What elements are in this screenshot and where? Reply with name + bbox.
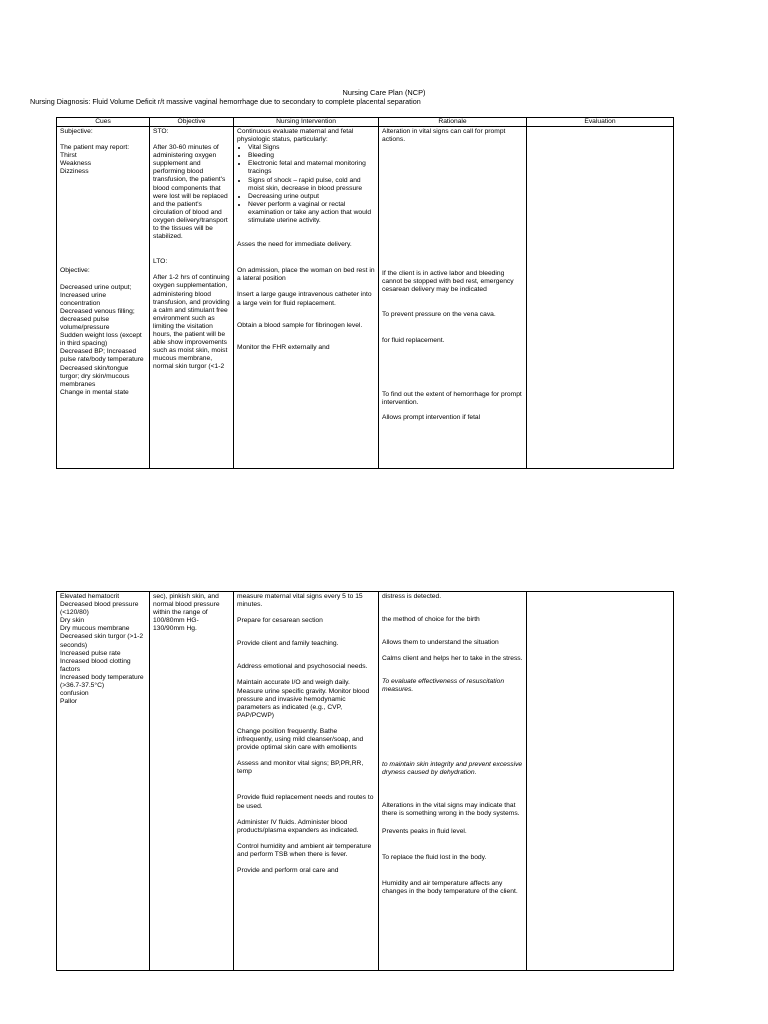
- rationale-item: To replace the fluid lost in the body.: [382, 854, 487, 862]
- cues-cell: [57, 592, 150, 971]
- subjective-label: Subjective:: [60, 128, 93, 135]
- intervention-item: Asses the need for immediate delivery.: [237, 241, 352, 249]
- cue-line: Dry skin: [60, 617, 85, 625]
- cue-line: confusion: [60, 690, 89, 698]
- col-header-cues: Cues: [57, 118, 150, 127]
- cue-line: Decreased urine output; Increased urine concentration: [60, 283, 132, 307]
- table-row: [57, 127, 674, 469]
- cues-cell: [57, 127, 150, 469]
- rationale-cell: [379, 127, 527, 469]
- rationale-item: Humidity and air temperature affects any changes in the body temperature of the client.: [382, 880, 518, 896]
- intervention-item: Control humidity and ambient air temperature and perform TSB when there is fever.: [237, 842, 372, 858]
- intervention-item: Maintain accurate I/O and weigh daily. Measure urine specific gravity. Monitor blood pressure and invasive hemodynamic parameters as indicated (e.g., CVP, PAP/PCWP): [237, 679, 370, 719]
- intervention-item: Provide fluid replacement needs and routes to be used.: [237, 794, 374, 810]
- ncp-table-1: [56, 117, 674, 469]
- intervention-item: Address emotional and psychosocial needs.: [237, 663, 368, 671]
- list-item: • Bleeding: [248, 152, 375, 160]
- cue-line: Elevated hematocrit: [60, 593, 120, 600]
- rationale-item: If the client is in active labor and bleeding cannot be stopped with bed rest, emergency cesarean delivery may be indicated: [382, 270, 514, 294]
- cue-line: Increased pulse rate: [60, 649, 121, 657]
- intervention-item: Provide and perform oral care and: [237, 866, 339, 874]
- col-header-objective: Objective: [150, 118, 234, 127]
- list-item: • Vital Signs: [248, 144, 375, 152]
- table-row: [57, 592, 674, 971]
- rationale-cell: [379, 592, 527, 971]
- intervention-item: Obtain a blood sample for fibrinogen level.: [237, 321, 363, 329]
- header-row: [57, 118, 674, 127]
- evaluation-cell: [527, 592, 674, 971]
- cue-line: Increased blood clotting factors: [60, 657, 131, 673]
- intervention-cell: [234, 127, 379, 469]
- intervention-item: On admission, place the woman on bed rest in a lateral position: [237, 267, 375, 283]
- intervention-bullets: [237, 144, 375, 225]
- lto-label: LTO:: [153, 258, 168, 266]
- lto-text-continued: sec), pinkish skin, and normal blood pressure within the range of 100/80mm HG- 130/90mm Hg.: [153, 593, 220, 633]
- cue-line: Decreased blood pressure (<120/80): [60, 601, 139, 617]
- rationale-item: to maintain skin integrity and prevent excessive dryness caused by dehydration.: [382, 760, 523, 776]
- nursing-diagnosis: Nursing Diagnosis: Fluid Volume Deficit r/t massive vaginal hemorrhage due to secondary to complete placental separation: [30, 97, 421, 106]
- list-item: • Never perform a vaginal or rectal examination or take any action that would stimulate uterine activity.: [248, 201, 375, 225]
- list-item: • Decreasing urine output: [248, 193, 375, 201]
- cue-line: Dry mucous membrane: [60, 625, 130, 633]
- rationale-item: for fluid replacement.: [382, 336, 445, 344]
- intervention-item: Change position frequently. Bathe infrequently, using mild cleanser/soap, and provide optimal skin care with emollients: [237, 727, 364, 752]
- page-title: Nursing Care Plan (NCP): [342, 88, 426, 97]
- objective-cell: [150, 127, 234, 469]
- rationale-item: distress is detected.: [382, 593, 442, 600]
- ncp-table-2: [56, 591, 674, 971]
- rationale-item: the method of choice for the birth: [382, 616, 480, 624]
- intervention-intro: Continuous evaluate maternal and fetal physiologic status, particularly:: [237, 128, 354, 144]
- intervention-cell: [234, 592, 379, 971]
- cue-line: Sudden weight loss (except in third spacing): [60, 332, 142, 348]
- cue-line: Decreased BP; Increased pulse rate/body temperature: [60, 348, 144, 364]
- col-header-rationale: Rationale: [379, 118, 527, 127]
- rationale-item: Calms client and helps her to take in the stress.: [382, 655, 523, 663]
- intervention-item: Prepare for cesarean section: [237, 617, 323, 625]
- intervention-item: Assess and monitor vital signs; BP,PR,RR, temp: [237, 760, 364, 776]
- rationale-item: To prevent pressure on the vena cava.: [382, 311, 496, 319]
- cue-line: Dizziness: [60, 168, 89, 176]
- intervention-item: Administer IV fluids. Administer blood products/plasma expanders as indicated.: [237, 818, 359, 834]
- cue-line: Change in mental state: [60, 388, 129, 396]
- rationale-item: Allows prompt intervention if fetal: [382, 413, 481, 421]
- cue-line: Decreased skin turgor (>1-2 seconds): [60, 633, 144, 649]
- cue-line: Pallor: [60, 698, 78, 706]
- list-item: • Electronic fetal and maternal monitoring tracings: [248, 160, 375, 176]
- col-header-evaluation: Evaluation: [527, 118, 674, 127]
- cue-line: Increased body temperature (>36.7-37.5°C): [60, 673, 144, 690]
- intervention-item: Insert a large gauge intravenous catheter into a large vein for fluid replacement.: [237, 291, 372, 307]
- cue-line: Thirst: [60, 152, 77, 160]
- intervention-item: Provide client and family teaching.: [237, 640, 339, 648]
- list-item: • Signs of shock – rapid pulse, cold and moist skin, decrease in blood pressure: [248, 177, 375, 193]
- intervention-item: Monitor the FHR externally and: [237, 343, 330, 351]
- lto-text: After 1-2 hrs of continuing oxygen supplementation, administering blood transfusion, and providing a calm and stimulant free environment such as limiting the visitation hours, the patient will be able show improvements such as moist skin, moist mucous membrane, normal skin turgor (<1-2: [153, 274, 230, 371]
- rationale-item: Alteration in vital signs can call for prompt actions.: [382, 128, 506, 144]
- cue-line: Weakness: [60, 160, 92, 168]
- rationale-item: To find out the extent of hemorrhage for prompt intervention.: [382, 390, 522, 406]
- cue-line: Decreased venous filling; decreased pulse volume/pressure: [60, 307, 135, 332]
- sto-label: STO:: [153, 128, 169, 135]
- rationale-item: Alterations in the vital signs may indicate that there is something wrong in the body systems.: [382, 801, 520, 817]
- sto-text: After 30-60 minutes of administering oxygen supplement and performing blood transfusion, the patient's blood components that were lost will be replaced and the patient's circulation of blood and oxygen delivery/transport to the tissues will be stabilized.: [153, 144, 228, 241]
- rationale-item: Prevents peaks in fluid level.: [382, 827, 467, 835]
- cue-line: Decreased skin/tongue turgor; dry skin/mucous membranes: [60, 364, 130, 388]
- objective-cell: [150, 592, 234, 971]
- objective-label: Objective:: [60, 267, 90, 275]
- col-header-intervention: Nursing Intervention: [234, 118, 379, 127]
- cue-line: The patient may report:: [60, 144, 130, 152]
- intervention-item: measure maternal vital signs every 5 to 15 minutes.: [237, 593, 363, 609]
- evaluation-cell: [527, 127, 674, 469]
- rationale-item: To evaluate effectiveness of resuscitation measures.: [382, 678, 505, 694]
- rationale-item: Allows them to understand the situation: [382, 639, 499, 647]
